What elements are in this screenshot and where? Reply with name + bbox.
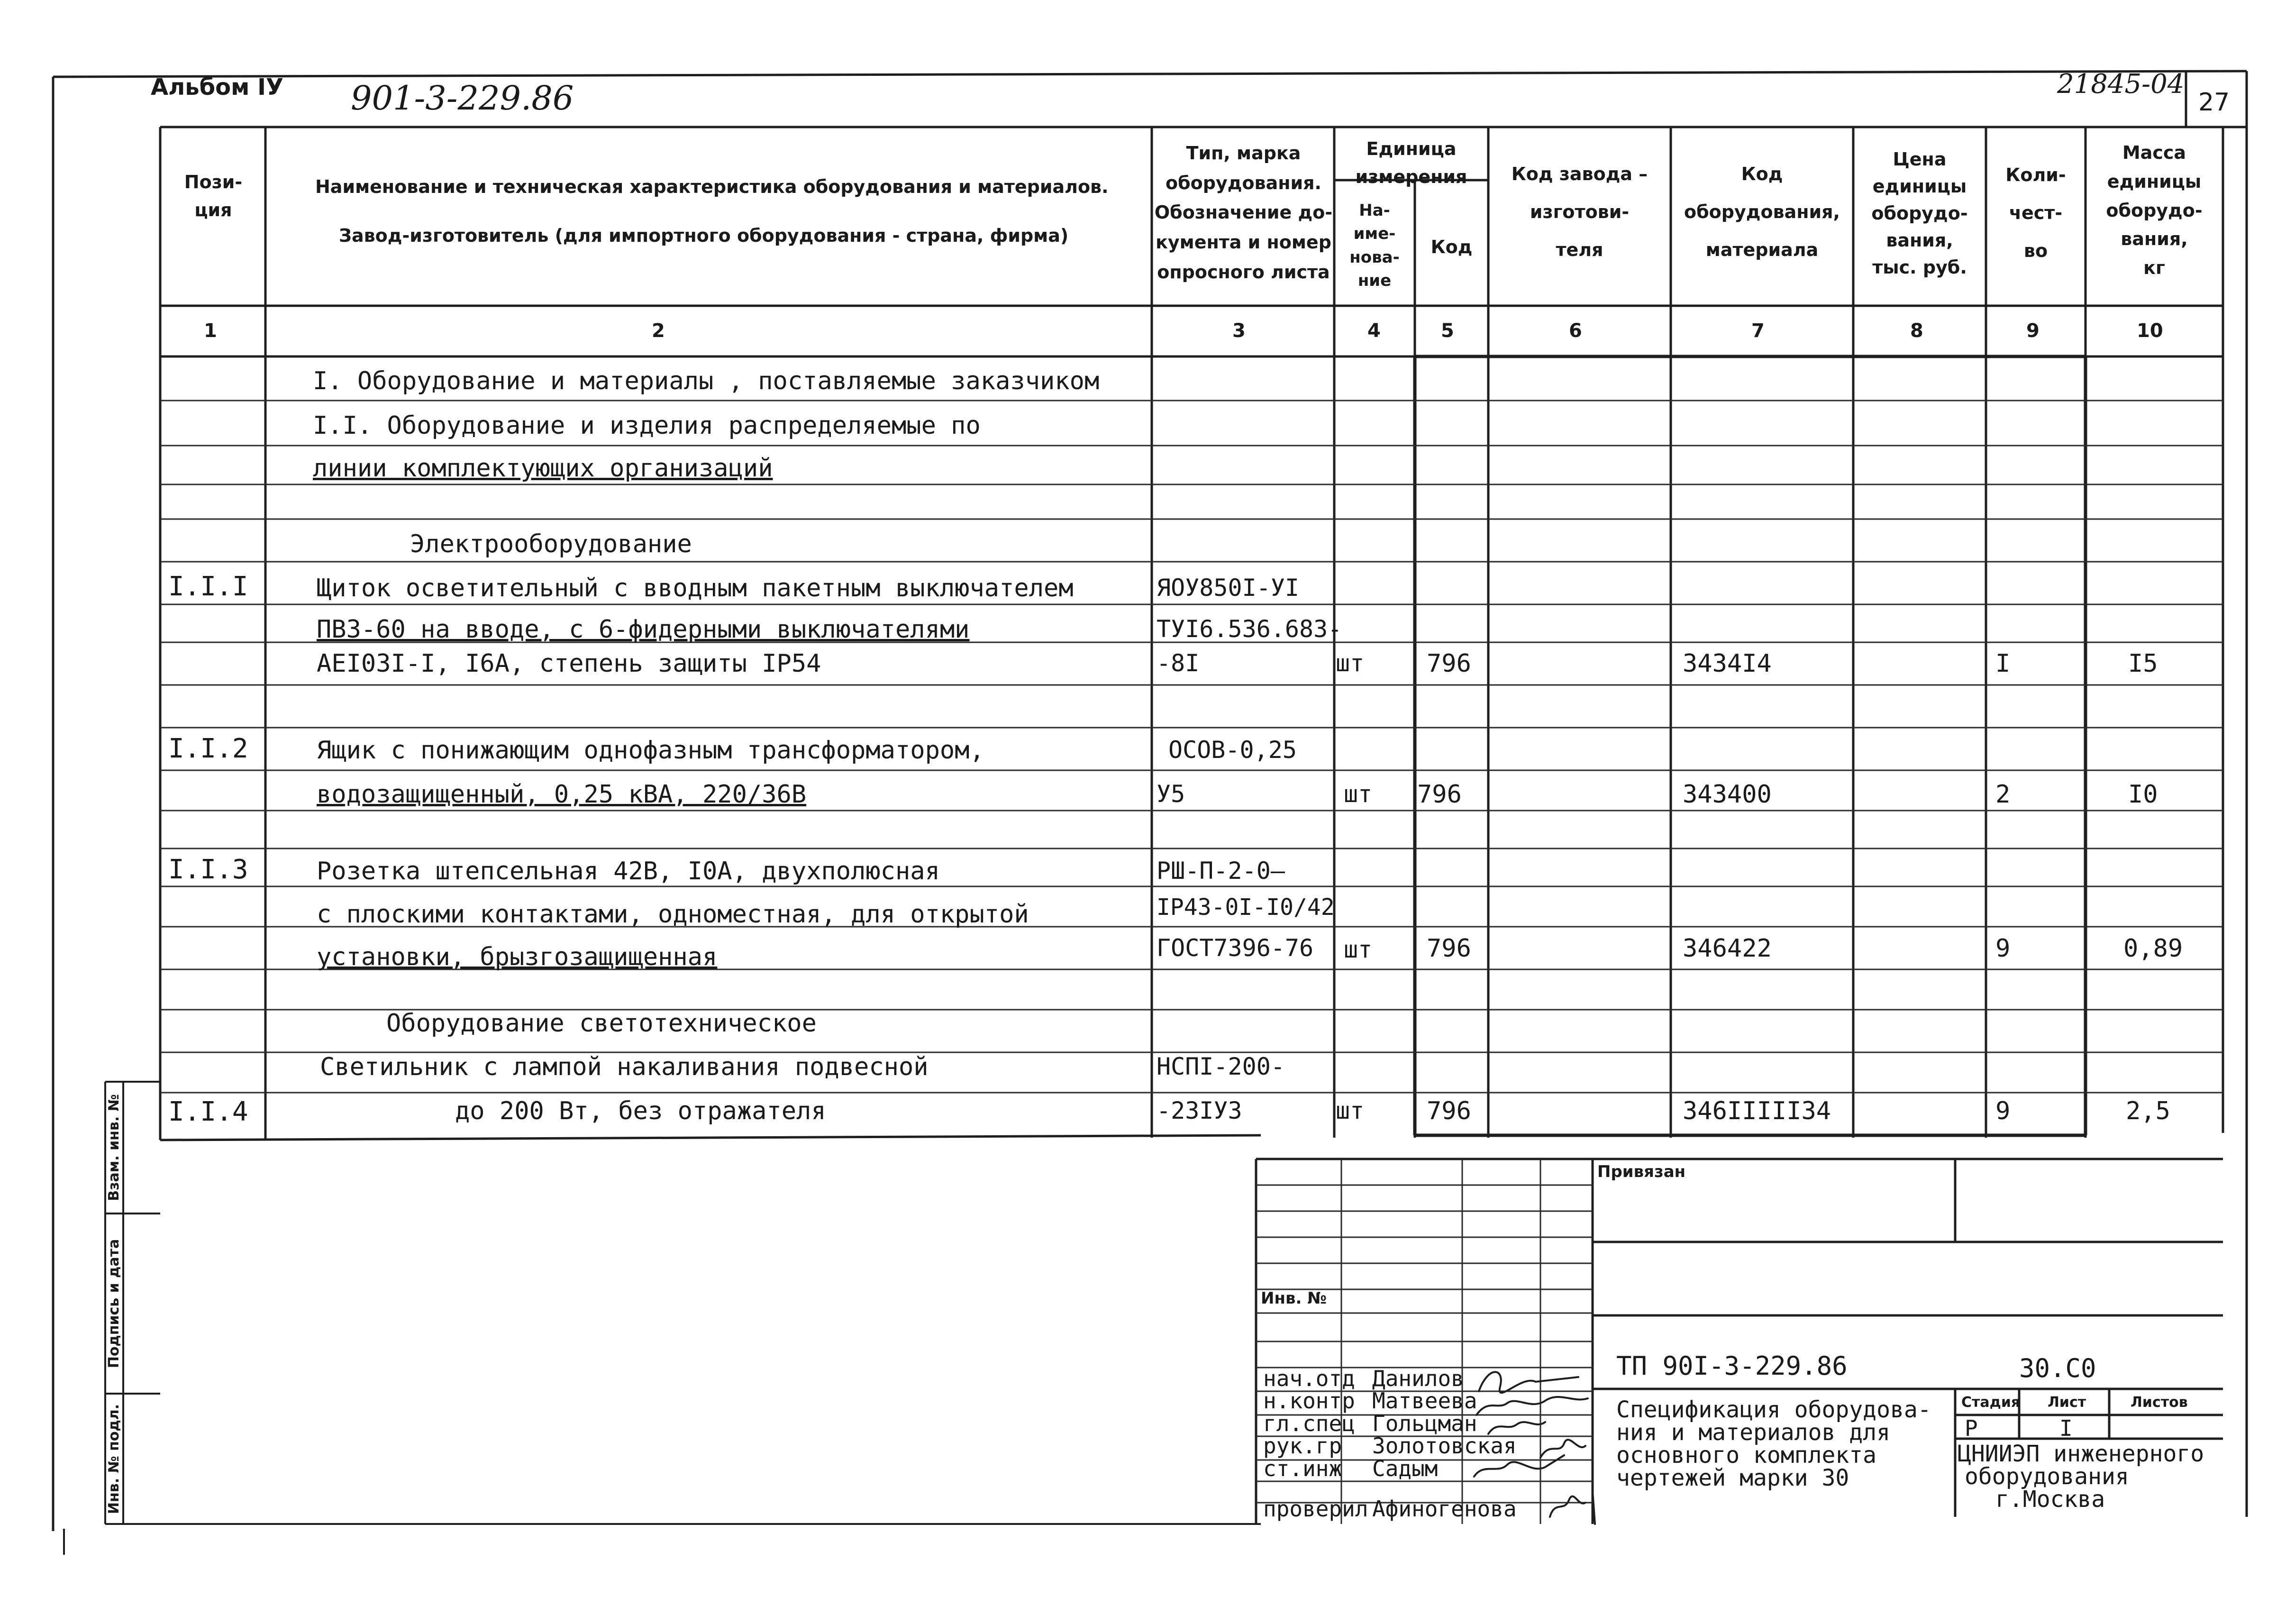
sheets-header: Листов <box>2131 1394 2188 1411</box>
document-designation: ТП 90I-3-229.86 <box>1616 1351 1848 1381</box>
description-line3: основного комплекта <box>1616 1442 1877 1469</box>
item-equipment-code: 346IIIII34 <box>1683 1097 1831 1125</box>
signer-name: Афиногенова <box>1372 1496 1517 1522</box>
item-position: I.I.2 <box>168 733 248 764</box>
sheet-header: Лист <box>2048 1394 2086 1411</box>
item-unit-code: 796 <box>1427 934 1471 963</box>
item-mass: 0,89 <box>2123 934 2183 963</box>
document-code: 901-3-229.86 <box>351 79 574 118</box>
item-mass: 2,5 <box>2126 1097 2170 1125</box>
description-line1: Спецификация оборудова- <box>1616 1396 1931 1423</box>
organization-line3: г.Москва <box>1995 1486 2105 1513</box>
item-quantity: I <box>1995 649 2011 678</box>
stage-value: Р <box>1965 1415 1978 1441</box>
item-name: Щиток осветительный с вводным пакетным выключателем <box>317 574 1074 602</box>
group-heading: Оборудование светотехническое <box>386 1009 817 1038</box>
item-name-line2: ПВЗ-60 на вводе, с 6-фидерными выключателями <box>317 615 970 644</box>
item-equipment-code: 3434I4 <box>1683 649 1772 678</box>
signer-role: гл.спец <box>1263 1411 1355 1436</box>
item-equipment-code: 343400 <box>1683 780 1772 809</box>
item-type-line2: У5 <box>1157 780 1185 808</box>
group-heading: Электрооборудование <box>410 530 692 558</box>
inventory-code: 21845-04 <box>2057 69 2185 100</box>
col-number-9: 9 <box>2026 320 2040 342</box>
item-quantity: 9 <box>1995 1097 2011 1125</box>
item-type-line2: IР43-0I-I0/42 <box>1157 894 1335 921</box>
item-mass: I0 <box>2128 780 2158 809</box>
item-equipment-code: 346422 <box>1683 934 1772 963</box>
signer-name: Садым <box>1372 1456 1438 1481</box>
item-quantity: 2 <box>1995 780 2011 809</box>
header-equipment-code: Код оборудования, материала <box>1684 164 1840 260</box>
col-number-8: 8 <box>1910 320 1923 342</box>
item-type-line2: -23IУ3 <box>1157 1097 1242 1124</box>
item-unit-code: 796 <box>1417 780 1462 809</box>
signer-role: н.контр <box>1263 1388 1355 1414</box>
header-unit-code: Код <box>1430 237 1473 257</box>
item-name-line2: водозащищенный, 0,25 кВА, 220/36В <box>317 780 807 809</box>
item-unit: шт <box>1336 1097 1365 1124</box>
header-mass: Масса единицы оборудо- вания, кг <box>2106 142 2203 279</box>
item-type-line3: ГОСТ7396-76 <box>1157 934 1314 962</box>
item-position: I.I.I <box>168 571 248 602</box>
drawing-mark: 30.С0 <box>2019 1353 2096 1383</box>
sheet-value: I <box>2059 1415 2073 1441</box>
side-label-signature: Подпись и дата <box>106 1239 122 1369</box>
item-name-line2: до 200 Вт, без отражателя <box>455 1097 826 1125</box>
item-name: Ящик с понижающим однофазным трансформатором, <box>317 736 984 765</box>
header-quantity: Коли- чест- во <box>2005 164 2066 261</box>
signer-name: Гольцман <box>1372 1411 1477 1436</box>
header-unit-name: На- име- нова- ние <box>1349 201 1400 290</box>
item-position: I.I.3 <box>168 854 248 885</box>
section-title: I. Оборудование и материалы , поставляемые заказчиком <box>313 367 1100 395</box>
item-quantity: 9 <box>1995 934 2011 963</box>
organization-line2: оборудования <box>1965 1463 2129 1490</box>
item-name: Светильник с лампой накаливания подвесной <box>320 1053 929 1081</box>
organization-line1: ЦНИИЭП инженерного <box>1958 1441 2204 1467</box>
item-unit-code: 796 <box>1427 1097 1471 1125</box>
col-number-6: 6 <box>1569 320 1582 342</box>
header-name-line2: Завод-изготовитель (для импортного оборудования - страна, фирма) <box>339 225 1069 246</box>
item-name-line3: установки, брызгозащищенная <box>317 943 718 971</box>
col-number-2: 2 <box>652 320 665 342</box>
col-number-5: 5 <box>1441 320 1454 342</box>
col-number-10: 10 <box>2137 320 2163 342</box>
item-type-line2: ТУI6.536.683- <box>1157 615 1342 643</box>
signer-name: Матвеева <box>1372 1388 1477 1414</box>
item-unit-code: 796 <box>1427 649 1471 678</box>
item-mass: I5 <box>2128 649 2158 678</box>
signer-role: проверил <box>1263 1496 1368 1522</box>
stage-header: Стадия <box>1961 1394 2021 1411</box>
header-position: Пози- ция <box>184 172 243 220</box>
col-number-1: 1 <box>204 320 217 342</box>
item-name-line2: с плоскими контактами, одноместная, для открытой <box>317 900 1029 929</box>
header-factory-code: Код завода – изготови- теля <box>1511 164 1648 260</box>
subsection-title-line1: I.I. Оборудование и изделия распределяемые по <box>313 411 981 440</box>
item-type: РШ-П-2-0— <box>1157 857 1285 885</box>
bound-to-label: Привязан <box>1597 1162 1686 1181</box>
col-number-7: 7 <box>1751 320 1765 342</box>
header-type: Тип, марка оборудования. Обозначение до- кумента и номер опросного листа <box>1154 143 1333 283</box>
header-price: Цена единицы оборудо- вания, тыс. руб. <box>1871 149 1968 278</box>
side-label-inventory: Инв. № подл. <box>106 1404 122 1515</box>
signer-role: ст.инж <box>1263 1456 1342 1481</box>
signer-role: нач.отд <box>1263 1366 1355 1391</box>
item-type: ЯОУ850I-УI <box>1157 574 1300 602</box>
side-label-replacement: Взам. инв. № <box>106 1094 122 1201</box>
col-number-3: 3 <box>1232 320 1246 342</box>
description-line2: ния и материалов для <box>1616 1419 1890 1446</box>
signer-name: Золотовская <box>1372 1433 1517 1459</box>
item-type: ОСОВ-0,25 <box>1168 736 1297 764</box>
item-unit: шт <box>1344 780 1373 808</box>
sheet-number: 27 <box>2198 88 2230 117</box>
description-line4: чертежей марки 30 <box>1616 1465 1849 1491</box>
item-unit: шт <box>1336 649 1365 677</box>
item-name: Розетка штепсельная 42В, I0А, двухполюсная <box>317 857 940 885</box>
header-name-line1: Наименование и техническая характеристика оборудования и материалов. <box>315 176 1109 197</box>
signer-name: Данилов <box>1372 1366 1464 1391</box>
item-name-line3: АЕI03I-I, I6А, степень защиты IР54 <box>317 649 821 678</box>
subsection-title-line2: линии комплектующих организаций <box>313 454 773 483</box>
item-unit: шт <box>1344 936 1373 963</box>
item-type: НСПI-200- <box>1157 1053 1285 1080</box>
inventory-no-label: Инв. № <box>1261 1289 1327 1308</box>
header-unit: Единица измерения <box>1355 138 1467 187</box>
item-position: I.I.4 <box>168 1096 248 1127</box>
item-type-line3: -8I <box>1157 649 1200 677</box>
signer-role: рук.гр <box>1263 1433 1342 1459</box>
col-number-4: 4 <box>1367 320 1381 342</box>
album-label: Альбом IУ <box>151 74 283 100</box>
